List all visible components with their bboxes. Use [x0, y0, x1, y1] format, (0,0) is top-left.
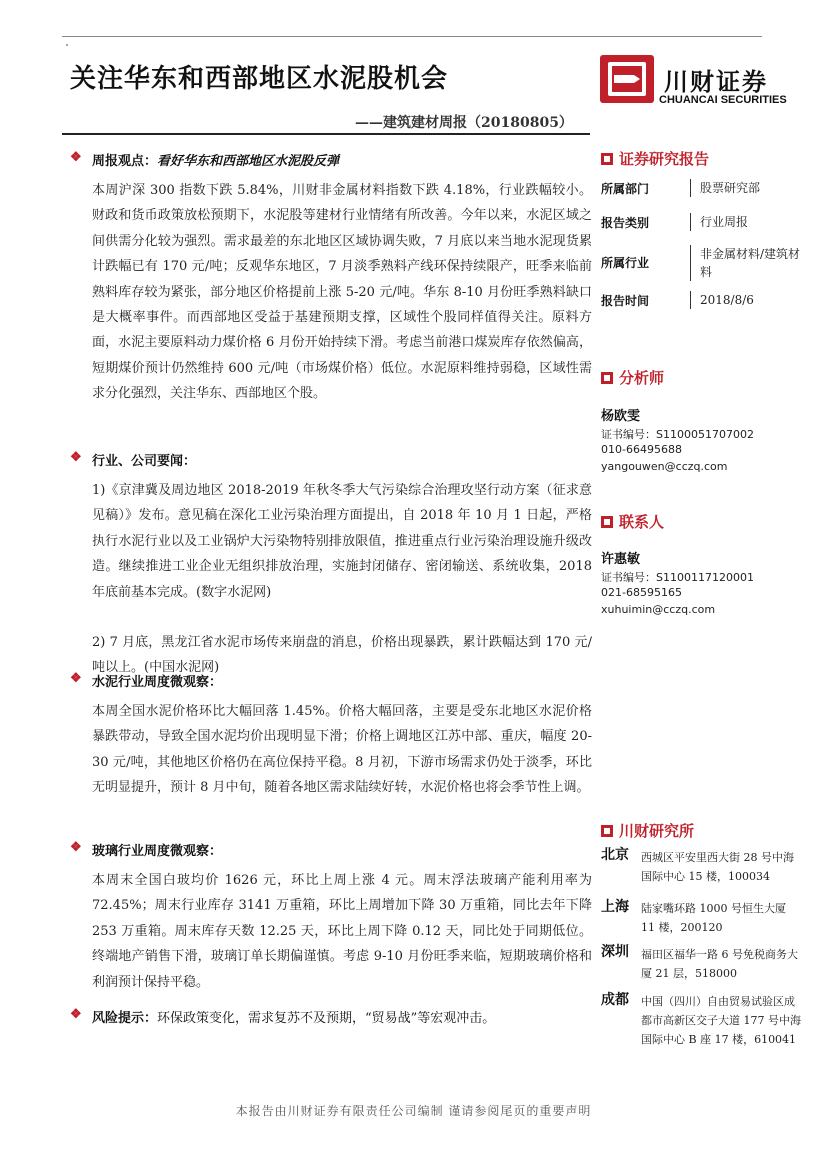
square-bullet-icon: [601, 825, 613, 837]
contact-cert: 证书编号：S1100117120001: [601, 571, 754, 584]
institute-title: [601, 820, 694, 841]
report-title: 关注华东和西部地区水泥股机会: [70, 64, 449, 94]
meta-label-type: 报告类别: [601, 216, 650, 230]
meta-value-type: 行业周报: [690, 213, 800, 231]
square-bullet-icon: [601, 372, 613, 384]
analyst-title: [601, 367, 664, 388]
meta-label-date: 报告时间: [601, 294, 650, 308]
section-label: 水泥行业周度微观察：: [92, 675, 223, 690]
office-city-chengdu: 成都: [601, 992, 629, 1008]
section-glass-body: 本周末全国白玻均价 1626 元，环比上周上涨 4 元。周末浮法玻璃产能利用率为 72.45%；周末行业库存 3141 万重箱，环比上周增加下降 30 万重箱，同比去年下降 253 万重箱。周末库存天数 12.25 天，环比上周下降 0.12 天，同比处于同期低位。终端地产销售下滑，玻璃订单长期偏谨慎。考虑 9-10 月份旺季来临，短期玻璃价格和利润预计保持平稳。: [92, 873, 592, 990]
institute-title-text: 川财研究所: [619, 822, 695, 840]
section-cement-heading: [70, 671, 223, 690]
meta-label-industry: 所属行业: [601, 256, 650, 270]
report-info-title: [601, 148, 709, 169]
contact-phone: 021-68595165: [601, 586, 682, 599]
office-addr-chengdu: 中国（四川）自由贸易试验区成都市高新区交子大道 177 号中海国际中心 B 座 17 楼，610041: [641, 995, 801, 1046]
contact-name: 许惠敏: [601, 552, 641, 567]
logo-name-en: CHUANCAI SECURITIES: [659, 94, 787, 106]
section-label: 风险提示：: [92, 1011, 158, 1026]
square-bullet-icon: [601, 153, 613, 165]
office-city-shanghai: 上海: [601, 899, 629, 915]
analyst-name: 杨欧雯: [601, 409, 641, 424]
contact-title-text: 联系人: [619, 513, 665, 531]
analyst-title-text: 分析师: [619, 369, 665, 387]
section-label: 行业、公司要闻：: [92, 454, 197, 469]
section-cement-body: 本周全国水泥价格环比大幅回落 1.45%。价格大幅回落，主要是受东北地区水泥价格暴跌带动，导致全国水泥均价出现明显下滑；价格上调地区江苏中部、重庆，幅度 20-30 元/吨，其他地区价格仍在高位保持平稳。8 月初，下游市场需求仍处于淡季，环比无明显提升，预计 8 月中旬，随着各地区需求陆续好转，水泥价格也将会季节性上调。: [92, 704, 592, 796]
diamond-bullet-icon: ❖: [70, 671, 82, 686]
contact-title: [601, 511, 664, 532]
chuancai-logo-icon: [600, 55, 654, 103]
office-addr-beijing: 西城区平安里西大街 28 号中海国际中心 15 楼，100034: [641, 851, 794, 883]
news-item-1: 1)《京津冀及周边地区 2018-2019 年秋冬季大气污染综合治理攻坚行动方案（征求意见稿）》发布。意见稿在深化工业污染治理方面提出，自 2018 年 10 月 1 日起，严格执行水泥行业以及工业锅炉大污染物特别排放限值，推进重点行业污染治理设施升级改造。继续推进工业企业无组织排放治理，实施封闭储存、密闭输送、系统收集，2018 年底前基本完成。(数字水泥网): [92, 483, 592, 600]
title-rule: [62, 133, 590, 135]
office-addr-shenzhen: 福田区福华一路 6 号免税商务大厦 21 层，518000: [641, 948, 798, 980]
section-glass-heading: [70, 840, 223, 859]
analyst-phone: 010-66495688: [601, 443, 682, 456]
section-risk-heading: [70, 1007, 592, 1026]
meta-value-dept: 股票研究部: [690, 179, 800, 197]
analyst-email[interactable]: yangouwen@cczq.com: [601, 460, 728, 473]
news-item-2: 2) 7 月底，黑龙江省水泥市场传来崩盘的消息，价格出现暴跌，累计跌幅达到 170 元/吨以上。(中国水泥网): [92, 635, 592, 676]
section-view-heading: [70, 150, 340, 169]
office-city-beijing: 北京: [601, 847, 629, 863]
section-news-heading: [70, 450, 197, 469]
analyst-cert: 证书编号：S1100051707002: [601, 428, 754, 441]
section-view-body: 本周沪深 300 指数下跌 5.84%，川财非金属材料指数下跌 4.18%，行业跌幅较小。财政和货币政策放松预期下，水泥股等建材行业情绪有所改善。今年以来，水泥区域之间供需分化较为强烈。需求最差的东北地区区域协调失败，7 月底以来当地水泥现货累计跌幅已有 170 元/吨；反观华东地区，7 月淡季熟料产线环保持续限产，旺季来临前熟料库存较为紧张，部分地区价格提前上涨 5-20 元/吨。华东 8-10 月份旺季熟料缺口是大概率事件。而西部地区受益于基建预期支撑，区域性个股同样值得关注。原料方面，水泥主要原料动力煤价格 6 月份开始持续下滑。考虑当前港口煤炭库存依然偏高，短期煤价预计仍然维持 600 元/吨（市场煤价格）低位。水泥原料维持弱稳，区域性需求分化强烈，关注华东、西部地区个股。: [92, 183, 592, 402]
meta-value-date: 2018/8/6: [690, 291, 800, 309]
section-label-emphasis: 看好华东和西部地区水泥股反弹: [157, 154, 340, 169]
report-subtitle: ——建筑建材周报（20180805）: [355, 115, 573, 131]
diamond-bullet-icon: ❖: [70, 1007, 82, 1022]
meta-value-industry: 非金属材料/建筑材料: [690, 245, 802, 281]
diamond-bullet-icon: ❖: [70, 150, 82, 165]
logo-name-cn: 川财证券: [664, 68, 768, 96]
report-info-title-text: 证券研究报告: [619, 150, 710, 168]
top-rule: [62, 36, 762, 37]
diamond-bullet-icon: ❖: [70, 450, 82, 465]
diamond-bullet-icon: ❖: [70, 840, 82, 855]
square-bullet-icon: [601, 516, 613, 528]
office-addr-shanghai: 陆家嘴环路 1000 号恒生大厦 11 楼，200120: [641, 902, 786, 934]
corner-dot: [66, 44, 68, 46]
contact-email[interactable]: xuhuimin@cczq.com: [601, 603, 716, 616]
section-label: 周报观点：: [92, 154, 158, 169]
risk-text: 环保政策变化，需求复苏不及预期，“贸易战”等宏观冲击。: [157, 1011, 496, 1026]
footer-disclaimer: 本报告由川财证券有限责任公司编制 谨请参阅尾页的重要声明: [235, 1104, 592, 1118]
office-city-shenzhen: 深圳: [601, 944, 629, 960]
section-label: 玻璃行业周度微观察：: [92, 844, 223, 859]
meta-label-dept: 所属部门: [601, 182, 650, 196]
